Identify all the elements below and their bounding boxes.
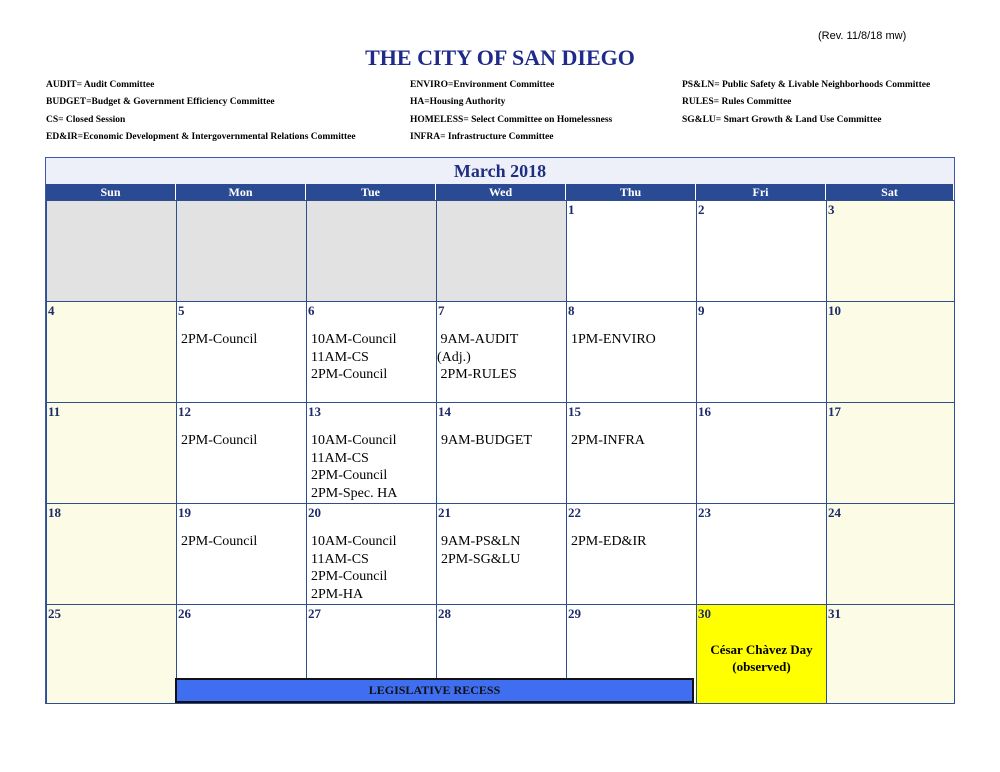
day-number: 31	[828, 606, 841, 621]
event-item: 9AM-PS&LN	[441, 534, 521, 549]
calendar-cell-14	[436, 402, 567, 504]
event-item: 10AM-Council	[311, 534, 397, 549]
day-header-sun: Sun	[46, 184, 176, 200]
event-item: (Adj.)	[437, 349, 471, 365]
calendar-cell-10	[826, 301, 955, 403]
day-number: 10	[828, 303, 841, 318]
event-item: 2PM-Council	[311, 569, 388, 584]
day-number: 8	[568, 303, 575, 318]
legend-item: PS&LN= Public Safety & Livable Neighborhoods Committee	[682, 80, 931, 90]
day-number: 5	[178, 303, 185, 318]
calendar-cell-23	[696, 503, 827, 605]
calendar-cell-15	[566, 402, 697, 504]
event-list	[181, 533, 257, 551]
calendar-cell-1	[566, 200, 697, 302]
calendar-cell-22	[566, 503, 697, 605]
event-list	[181, 331, 257, 349]
event-item: 1PM-ENVIRO	[571, 332, 656, 347]
event-list	[571, 331, 656, 349]
event-list	[571, 533, 646, 551]
calendar-cell-11	[46, 402, 177, 504]
day-header-fri: Fri	[696, 184, 826, 200]
calendar-cell-7	[436, 301, 567, 403]
day-number: 16	[698, 404, 711, 419]
event-item: 11AM-CS	[311, 450, 369, 466]
event-item: 10AM-Council	[311, 433, 397, 448]
event-item: 2PM-HA	[311, 586, 364, 602]
day-number: 22	[568, 505, 581, 520]
event-list	[571, 432, 645, 450]
legend-column-1	[46, 77, 356, 147]
event-item: 2PM-Council	[311, 367, 388, 382]
day-number: 2	[698, 202, 705, 217]
calendar-cell-25	[46, 604, 177, 704]
day-number: 18	[48, 505, 61, 520]
day-header-mon: Mon	[176, 184, 306, 200]
calendar-cell-2	[696, 200, 827, 302]
holiday-label	[697, 641, 826, 675]
legend-item: SG&LU= Smart Growth & Land Use Committee	[682, 114, 882, 125]
event-item: 2PM-Council	[181, 433, 258, 448]
legend-item: BUDGET=Budget & Government Efficiency Committee	[46, 97, 275, 108]
day-header-sat: Sat	[826, 184, 954, 200]
day-number: 7	[438, 303, 445, 318]
calendar-cell-5	[176, 301, 307, 403]
day-number: 28	[438, 606, 451, 621]
day-number: 23	[698, 505, 711, 520]
day-number: 21	[438, 505, 451, 520]
day-number: 15	[568, 404, 581, 419]
legend-item: RULES= Rules Committee	[682, 97, 792, 108]
day-number: 27	[308, 606, 321, 621]
calendar-cell-30	[696, 604, 827, 704]
month-title: March 2018	[46, 158, 954, 184]
calendar-cell-9	[696, 301, 827, 403]
day-number: 19	[178, 505, 191, 520]
calendar-cell-empty	[46, 200, 177, 302]
day-header-tue: Tue	[306, 184, 436, 200]
revision-note: (Rev. 11/8/18 mw)	[818, 30, 907, 42]
event-item: 2PM-SG&LU	[441, 551, 521, 567]
event-item: 2PM-Council	[311, 468, 388, 483]
event-item: 2PM-ED&IR	[571, 534, 647, 549]
calendar-cell-4	[46, 301, 177, 403]
day-number: 30	[698, 606, 711, 621]
day-number: 17	[828, 404, 841, 419]
day-header-thu: Thu	[566, 184, 696, 200]
calendar-cell-empty	[436, 200, 567, 302]
day-number: 29	[568, 606, 581, 621]
calendar-cell-13	[306, 402, 437, 504]
calendar-cell-20	[306, 503, 437, 605]
legend-item: CS= Closed Session	[46, 114, 126, 125]
day-number: 14	[438, 404, 451, 419]
calendar-cell-empty	[176, 200, 307, 302]
event-item: 11AM-CS	[311, 551, 369, 567]
event-item: 2PM-Council	[181, 534, 258, 549]
day-header-wed: Wed	[436, 184, 566, 200]
holiday-line: César Chàvez Day	[710, 642, 813, 657]
calendar-cell-17	[826, 402, 955, 504]
legend-item: ED&IR=Economic Development & Intergovernmental Relations Committee	[46, 132, 356, 143]
legend-item: ENVIRO=Environment Committee	[410, 80, 555, 90]
event-item: 2PM-Spec. HA	[311, 485, 398, 501]
day-number: 26	[178, 606, 191, 621]
day-number: 1	[568, 202, 575, 217]
event-list	[181, 432, 257, 450]
calendar-cell-3	[826, 200, 955, 302]
calendar-cell-18	[46, 503, 177, 605]
event-list	[441, 432, 532, 450]
calendar-cell-19	[176, 503, 307, 605]
event-item: 9AM-AUDIT	[437, 332, 519, 347]
event-list	[311, 533, 397, 603]
day-number: 13	[308, 404, 321, 419]
event-list	[437, 331, 518, 384]
legend-column-2	[410, 77, 612, 147]
legend-item: HA=Housing Authority	[410, 97, 506, 108]
day-number: 24	[828, 505, 841, 520]
calendar-cell-31	[826, 604, 955, 704]
event-list	[311, 432, 397, 502]
day-number: 9	[698, 303, 705, 318]
event-list	[441, 533, 520, 568]
day-number: 20	[308, 505, 321, 520]
day-number: 6	[308, 303, 315, 318]
event-item: 2PM-INFRA	[571, 433, 645, 448]
event-item: 2PM-Council	[181, 332, 258, 347]
event-list	[311, 331, 397, 384]
day-number: 25	[48, 606, 61, 621]
calendar-cell-16	[696, 402, 827, 504]
day-number: 12	[178, 404, 191, 419]
holiday-line: (observed)	[732, 659, 791, 674]
page-title: THE CITY OF SAN DIEGO	[365, 45, 635, 70]
event-item: 11AM-CS	[311, 349, 369, 365]
event-item: 10AM-Council	[311, 332, 397, 347]
calendar-cell-12	[176, 402, 307, 504]
calendar-cell-6	[306, 301, 437, 403]
legislative-recess-bar: LEGISLATIVE RECESS	[175, 678, 694, 703]
day-number: 4	[48, 303, 55, 318]
calendar-cell-8	[566, 301, 697, 403]
calendar-cell-24	[826, 503, 955, 605]
event-item: 9AM-BUDGET	[441, 433, 532, 448]
legend-item: AUDIT= Audit Committee	[46, 80, 155, 90]
legend-column-3	[682, 77, 930, 129]
legend-item: HOMELESS= Select Committee on Homelessness	[410, 114, 613, 125]
legend-item: INFRA= Infrastructure Committee	[410, 132, 554, 143]
calendar-cell-empty	[306, 200, 437, 302]
day-number: 11	[48, 404, 61, 419]
calendar	[45, 157, 955, 704]
day-number: 3	[828, 202, 835, 217]
event-item: 2PM-RULES	[437, 367, 517, 382]
calendar-cell-21	[436, 503, 567, 605]
